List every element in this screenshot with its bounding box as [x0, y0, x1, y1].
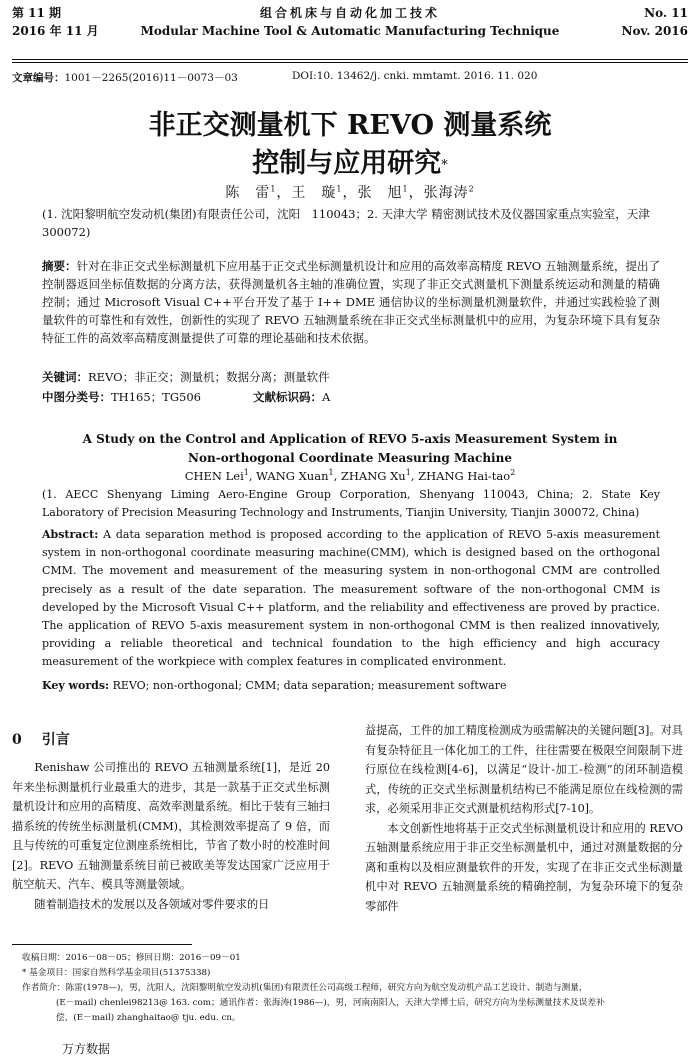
- author-affiliation-mark: 1: [336, 184, 343, 194]
- header-rule: [12, 59, 688, 60]
- journal-name-cn: 组合机床与自动化加工技术: [259, 6, 440, 20]
- english-abstract-label: Abstract:: [42, 528, 99, 541]
- english-keywords-text: REVO; non-orthogonal; CMM; data separation; measurement software: [112, 679, 507, 692]
- journal-header: [12, 4, 688, 56]
- body-paragraph: 本文创新性地将基于正交式坐标测量机设计和应用的 REVO 五轴测量系统应用于非正交坐标测量机中，通过对测量数据的分离和重构以及相应测量软件的开发，实现了在非正交式坐标测量机中对 REVO 五轴测量系统的精确控制，为复杂环境下的复杂零部件: [365, 821, 683, 913]
- keywords-cn: [42, 368, 660, 386]
- author-bio: 作者简介：陈雷(1978—)，男，沈阳人，沈阳黎明航空发动机(集团)有限责任公司高级工程师，研究方向为航空发动机产品工艺设计、制造与测量，: [22, 983, 588, 993]
- issue-number: 第 11 期: [12, 6, 62, 20]
- issue-number-en: No. 11: [644, 6, 688, 20]
- author-name: 王 璇: [291, 185, 337, 201]
- author-name: ZHANG Xu: [340, 468, 406, 483]
- author-bio-cont: 偿，(E－mail) zhanghaitao@ tju. edu. cn。: [56, 1013, 241, 1023]
- abstract-text: 针对在非正交式坐标测量机下应用基于正交式坐标测量机设计和应用的高效率高精度 REVO 五轴测量系统，提出了控制器返回坐标值数据的分离方法，获得测量机各主轴的准确位置，实现了非正交式测量机下测量系统运动和测量的精确控制；通过 Microsoft Visual C++平台开发了基于 I++ DME 通信协议的坐标测量机测量软件，并通过实践检验了测量软件的可靠性和有效性，创新性的实现了 REVO 五轴测量系统在非正交式坐标测量机中的应用，为复杂环境下具有复杂特征工件的高效率高精度测量提供了可靠的理论基础和技术依据。: [42, 259, 661, 345]
- header-rule-2: [12, 62, 688, 63]
- clc-label: 中图分类号：: [42, 390, 111, 404]
- journal-name-en: Modular Machine Tool & Automatic Manufacturing Technique: [140, 24, 560, 38]
- english-title: [0, 430, 700, 468]
- paper-title-line2-text: 控制与应用研究: [252, 148, 442, 179]
- article-no-label: 文章编号：: [12, 72, 65, 84]
- author-separator: ，: [408, 185, 424, 201]
- body-column-left: [12, 730, 330, 914]
- watermark: 万方数据: [62, 1042, 111, 1056]
- author-name: 张 旭: [357, 185, 403, 201]
- abstract-label: 摘要：: [42, 259, 77, 273]
- section-number: 0: [12, 732, 22, 748]
- author-bio-cont: (E－mail) chenlei98213@ 163. com；通讯作者：张海涛(1986—)，男，河南南阳人，天津大学博士后，研究方向为坐标测量技术及误差补: [56, 998, 605, 1008]
- author-name: 张海涛: [423, 185, 469, 201]
- abstract-cn: [42, 257, 660, 347]
- article-meta: [12, 70, 538, 85]
- issue-date: 2016 年 11 月: [12, 24, 99, 38]
- paper-title-line1: 非正交测量机下 REVO 测量系统: [148, 110, 552, 141]
- author-name: CHEN Lei: [184, 468, 244, 483]
- author-separator: ,: [333, 468, 341, 483]
- clc-value: TH165；TG506: [111, 390, 201, 404]
- english-abstract: [42, 526, 660, 672]
- english-abstract-text: A data separation method is proposed according to the application of REVO 5-axis measurement system in non-orthogonal coordinate measuring machine(CMM), which is designed based on the orthogonal CMM. The movement and measurement of the measuring system in non-orthogonal CMM are controlled precisely as a result of the date separation. The measurement software of the non-orthogonal CMM is developed by the Microsoft Visual C++ platform, and the reliability and effectiveness are proved by practice. The application of REVO 5-axis measurement system in non-orthogonal CMM is then realized innovatively, providing a reliable theoretical and technical foundation to the high efficiency and high accuracy measurement of the workpiece with complex features in complicated environment.: [42, 528, 660, 669]
- doi[interactable]: DOI:10. 13462/j. cnki. mmtamt. 2016. 11. 020: [292, 70, 538, 82]
- body-column-right: [365, 721, 683, 916]
- title-footnote-mark: *: [441, 158, 448, 173]
- article-no: 1001－2265(2016)11－0073－03: [64, 72, 238, 84]
- english-keywords: [42, 677, 660, 695]
- author-affiliation-mark: 1: [328, 468, 334, 477]
- footnote-rule: [12, 944, 192, 945]
- keywords-label: 关键词：: [42, 370, 88, 384]
- body-paragraph: 益提高，工件的加工精度检测成为亟需解决的关键问题[3]。对具有复杂特征且一体化加工的工件，往往需要在极限空间限制下进行原位在线检测[4-6]，以满足“设计-加工-检测”的闭环制造模式，传统的正交式坐标测量机结构已不能满足原位在线检测的需求，必须采用非正交式测量机结构形式[7-10]。: [365, 724, 683, 815]
- english-title-line2: Non-orthogonal Coordinate Measuring Machine: [188, 451, 512, 465]
- author-list: [0, 182, 700, 202]
- author-affiliation-mark: 1: [405, 468, 411, 477]
- issue-date-en: Nov. 2016: [621, 24, 688, 38]
- doc-code-value: A: [321, 390, 331, 404]
- section-heading: [12, 730, 330, 750]
- author-affiliation-mark: 2: [468, 184, 475, 194]
- author-affiliation-mark: 1: [270, 184, 277, 194]
- journal-name: [12, 4, 688, 40]
- author-name: WANG Xuan: [256, 468, 329, 483]
- english-title-line1: A Study on the Control and Application of REVO 5-axis Measurement System in: [82, 432, 618, 446]
- author-affiliation-mark: 2: [510, 468, 516, 477]
- affiliation: (1. 沈阳黎明航空发动机(集团)有限责任公司，沈阳 110043；2. 天津大学 精密测试技术及仪器国家重点实验室，天津 300072): [42, 207, 662, 239]
- english-keywords-label: Key words:: [42, 679, 110, 692]
- author-separator: ,: [248, 468, 257, 483]
- classification: [42, 388, 330, 406]
- author-name: 陈 雷: [225, 185, 271, 201]
- english-author-list: [0, 468, 700, 483]
- author-separator: ，: [342, 185, 358, 201]
- english-affiliation: (1. AECC Shenyang Liming Aero-Engine Group Corporation, Shenyang 110043, China; 2. State Key Laboratory of Precision Measuring Technology and Instruments, Tianjin University, Tianjin 300072, China): [42, 488, 660, 519]
- doc-code-label: 文献标识码：: [252, 390, 322, 404]
- fund-note: * 基金项目：国家自然科学基金项目(51375338): [22, 968, 211, 978]
- section-title: 引言: [41, 732, 70, 748]
- paper-title-line2: [0, 145, 700, 183]
- author-affiliation-mark: 1: [402, 184, 409, 194]
- keywords-text: REVO；非正交；测量机；数据分离；测量软件: [88, 370, 330, 384]
- footnotes: [22, 951, 686, 1026]
- body-paragraph: 随着制造技术的发展以及各领域对零件要求的日: [34, 897, 270, 911]
- issue-info-en: [622, 4, 689, 40]
- paper-title: [0, 107, 700, 183]
- author-separator: ，: [276, 185, 292, 201]
- author-separator: ,: [410, 468, 419, 483]
- body-paragraph: Renishaw 公司推出的 REVO 五轴测量系统[1]，是近 20 年来坐标测量机行业最重大的进步，其是一款基于正交式坐标测量机设计和应用的高精度、高效率测量系统。相比于装有三轴扫描系统的传统坐标测量机(CMM)，其检测效率提高了 9 倍，而且与传统的可重复定位测座系统相比，节省了数小时的校准时间[2]。REVO 五轴测量系统目前已被欧美等发达国家广泛应用于航空航天、汽车、模具等测量领域。: [12, 761, 330, 891]
- author-name: ZHANG Hai-tao: [418, 468, 511, 483]
- author-affiliation-mark: 1: [243, 468, 249, 477]
- received-date: 收稿日期：2016－08－05；修回日期：2016－09－01: [22, 953, 241, 963]
